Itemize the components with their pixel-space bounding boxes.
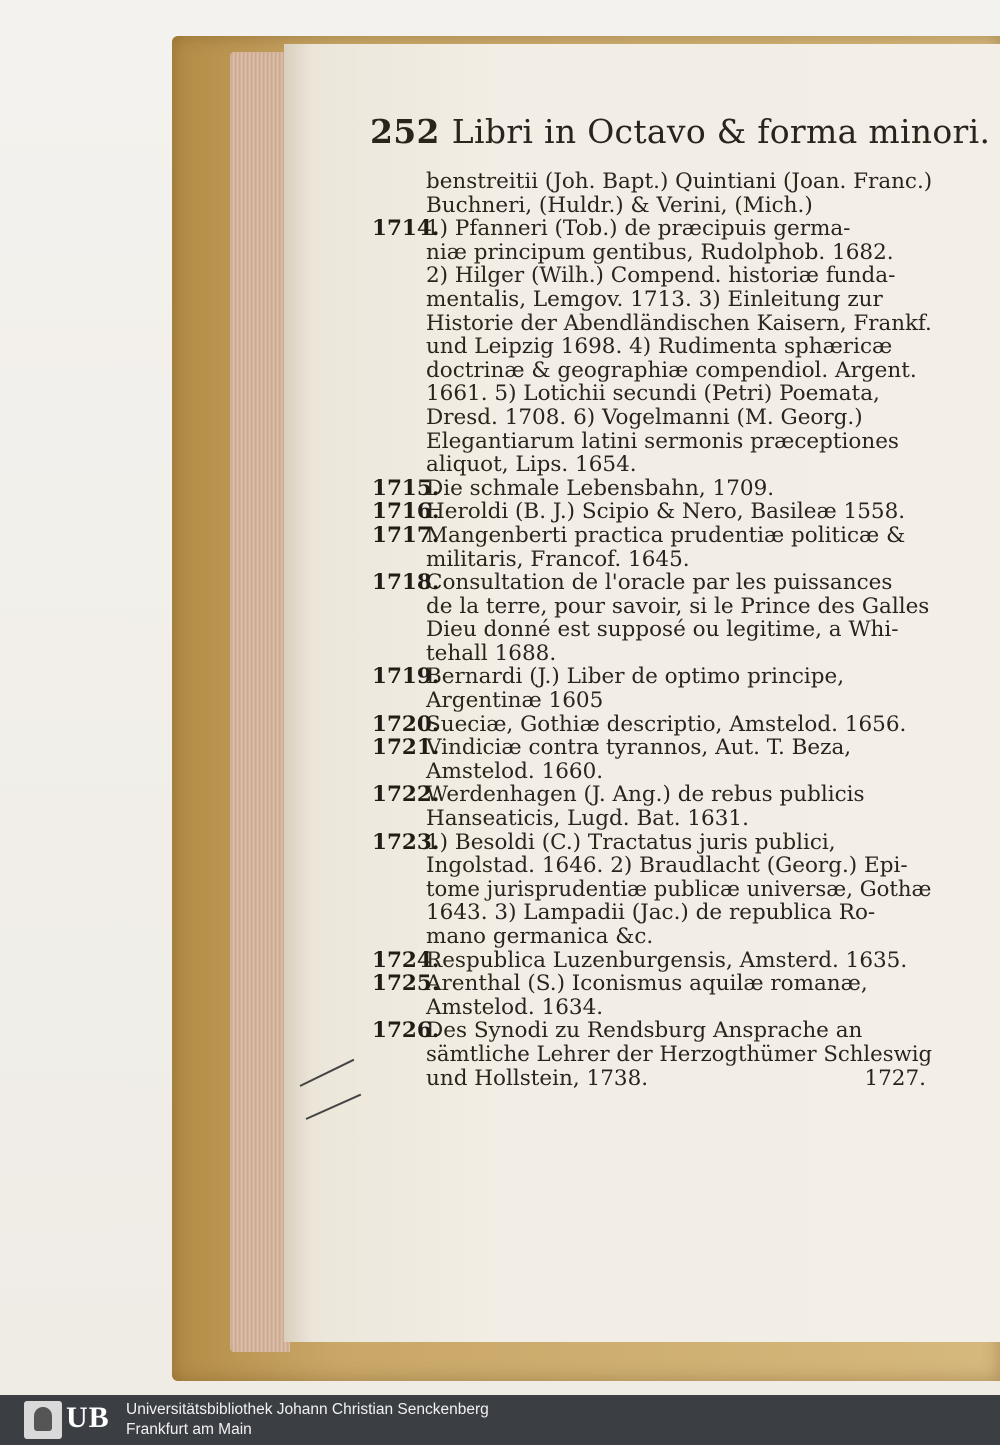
catchword: 1727. bbox=[864, 1065, 926, 1091]
text-line: 1) Pfanneri (Tob.) de præcipuis germa- bbox=[426, 216, 851, 242]
text-line: Heroldi (B. J.) Scipio & Nero, Basileæ 1558. bbox=[426, 499, 906, 525]
entry-list bbox=[372, 217, 932, 1090]
text-line: Amstelod. 1634. bbox=[426, 994, 604, 1020]
text-line: benstreitii (Joh. Bapt.) Quintiani (Joan. Franc.) bbox=[426, 169, 933, 194]
entry-number: 1723. bbox=[372, 829, 440, 855]
catalogue-entry bbox=[372, 665, 932, 712]
text-line: doctrinæ & geographiæ compendiol. Argent. bbox=[426, 357, 917, 383]
text-line: Mangenberti practica prudentiæ politicæ & bbox=[426, 522, 906, 548]
catalogue-entry bbox=[372, 524, 932, 571]
footer-bar bbox=[0, 1395, 1000, 1445]
text-line: 2) Hilger (Wilh.) Compend. historiæ funda- bbox=[426, 263, 896, 289]
text-line: Hanseaticis, Lugd. Bat. 1631. bbox=[426, 806, 749, 832]
text-line: Die schmale Lebensbahn, 1709. bbox=[426, 475, 775, 501]
catalogue-entry bbox=[372, 783, 932, 830]
text-line: tome jurisprudentiæ publicæ universæ, Gothæ bbox=[426, 876, 932, 902]
text-line: Argentinæ 1605 bbox=[426, 688, 604, 714]
catalogue-entry bbox=[372, 713, 932, 737]
text-line: Elegantiarum latini sermonis præceptiones bbox=[426, 428, 899, 454]
catalogue-entry bbox=[372, 571, 932, 665]
catalogue-entry bbox=[372, 500, 932, 524]
library-logo-icon bbox=[24, 1401, 62, 1439]
entry-number: 1726. bbox=[372, 1018, 440, 1044]
text-line: Respublica Luzenburgensis, Amsterd. 1635. bbox=[426, 947, 908, 973]
page-number: 252 bbox=[370, 112, 440, 151]
text-line: Dieu donné est supposé ou legitime, a Whi- bbox=[426, 617, 899, 643]
catalogue-entry bbox=[372, 949, 932, 973]
text-line: Amstelod. 1660. bbox=[426, 758, 604, 784]
entry-number: 1714. bbox=[372, 216, 440, 242]
text-line: und Leipzig 1698. 4) Rudimenta sphæricæ bbox=[426, 334, 893, 360]
text-line: Vindiciæ contra tyrannos, Aut. T. Beza, bbox=[426, 735, 852, 761]
running-header bbox=[370, 112, 991, 160]
text-line: niæ principum gentibus, Rudolphob. 1682. bbox=[426, 239, 894, 265]
text-line: Bernardi (J.) Liber de optimo principe, bbox=[426, 664, 845, 690]
entry-number: 1719. bbox=[372, 664, 440, 690]
text-line: Historie der Abendländischen Kaisern, Frankf. bbox=[426, 310, 932, 336]
text-line: Ingolstad. 1646. 2) Braudlacht (Georg.) Epi- bbox=[426, 853, 908, 879]
entry-number: 1725. bbox=[372, 971, 440, 997]
text-line: aliquot, Lips. 1654. bbox=[426, 452, 637, 478]
text-line: und Hollstein, 1738. bbox=[426, 1065, 649, 1091]
library-name: Universitätsbibliothek Johann Christian Senckenberg bbox=[126, 1401, 489, 1418]
entry-number: 1715. bbox=[372, 475, 440, 501]
entry-number: 1717. bbox=[372, 522, 440, 548]
text-line: Sueciæ, Gothiæ descriptio, Amstelod. 1656. bbox=[426, 711, 907, 737]
text-line: mentalis, Lemgov. 1713. 3) Einleitung zur bbox=[426, 286, 883, 312]
catalogue-entry bbox=[372, 972, 932, 1019]
entry-number: 1722. bbox=[372, 782, 440, 808]
entry-number: 1716. bbox=[372, 499, 440, 525]
text-line: Buchneri, (Huldr.) & Verini, (Mich.) bbox=[426, 192, 813, 218]
entry-number: 1721. bbox=[372, 735, 440, 761]
entry-number: 1720. bbox=[372, 711, 440, 737]
text-line: Consultation de l'oracle par les puissances bbox=[426, 570, 893, 596]
page-edges bbox=[230, 52, 290, 1352]
intro-continuation bbox=[372, 170, 932, 217]
text-line: 1) Besoldi (C.) Tractatus juris publici, bbox=[426, 829, 836, 855]
text-line: 1661. 5) Lotichii secundi (Petri) Poemata, bbox=[426, 381, 880, 407]
text-line: militaris, Francof. 1645. bbox=[426, 546, 690, 572]
catalogue-entry bbox=[372, 477, 932, 501]
text-line: Werdenhagen (J. Ang.) de rebus publicis bbox=[426, 782, 865, 808]
text-line: Arenthal (S.) Iconismus aquilæ romanæ, bbox=[426, 971, 868, 997]
catalogue-entry bbox=[372, 736, 932, 783]
text-line: tehall 1688. bbox=[426, 640, 557, 666]
text-line: Dresd. 1708. 6) Vogelmanni (M. Georg.) bbox=[426, 404, 863, 430]
text-line: de la terre, pour savoir, si le Prince des Galles bbox=[426, 593, 930, 619]
text-line: Des Synodi zu Rendsburg Ansprache an bbox=[426, 1018, 863, 1044]
catalogue-text bbox=[372, 170, 932, 1090]
text-line: 1643. 3) Lampadii (Jac.) de republica Ro- bbox=[426, 900, 876, 926]
library-logo-text: UB bbox=[66, 1401, 110, 1434]
text-line: mano germanica &c. bbox=[426, 924, 654, 949]
catalogue-entry bbox=[372, 1019, 932, 1090]
text-line: sämtliche Lehrer der Herzogthümer Schleswig bbox=[426, 1041, 933, 1067]
library-city: Frankfurt am Main bbox=[126, 1421, 252, 1438]
catalogue-entry bbox=[372, 217, 932, 477]
entry-number: 1724. bbox=[372, 947, 440, 973]
catalogue-entry bbox=[372, 831, 932, 949]
entry-number: 1718. bbox=[372, 570, 440, 596]
running-title: Libri in Octavo & forma minori. bbox=[451, 112, 991, 151]
